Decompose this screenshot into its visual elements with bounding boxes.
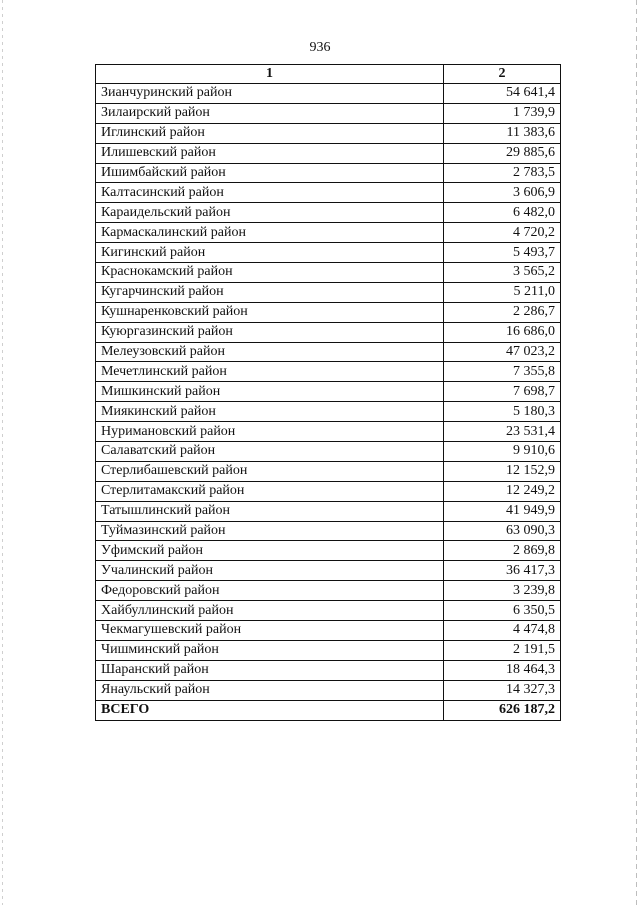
district-value: 29 885,6 [444, 143, 561, 163]
district-name: Кармаскалинский район [96, 223, 444, 243]
district-name: Чишминский район [96, 640, 444, 660]
total-row [96, 700, 561, 720]
total-value: 626 187,2 [444, 700, 561, 720]
district-name: Зилаирский район [96, 103, 444, 123]
table-row [96, 541, 561, 561]
table-row [96, 501, 561, 521]
district-value: 5 211,0 [444, 282, 561, 302]
district-name: Кугарчинский район [96, 282, 444, 302]
table-row [96, 243, 561, 263]
table-row [96, 442, 561, 462]
district-value: 1 739,9 [444, 103, 561, 123]
district-name: Мелеузовский район [96, 342, 444, 362]
page-number: 936 [309, 40, 331, 55]
district-name: Ишимбайский район [96, 163, 444, 183]
column-header-1: 1 [96, 65, 444, 84]
district-name: Краснокамский район [96, 263, 444, 283]
table-row [96, 601, 561, 621]
district-value: 16 686,0 [444, 322, 561, 342]
district-name: Хайбуллинский район [96, 601, 444, 621]
scan-edge-right [636, 0, 637, 905]
district-name: Калтасинский район [96, 183, 444, 203]
table-row [96, 481, 561, 501]
district-name: Иглинский район [96, 123, 444, 143]
table-body [96, 84, 561, 721]
table-row [96, 640, 561, 660]
district-value: 4 474,8 [444, 621, 561, 641]
district-name: Татышлинский район [96, 501, 444, 521]
district-value: 7 355,8 [444, 362, 561, 382]
district-name: Стерлибашевский район [96, 461, 444, 481]
district-name: Миякинский район [96, 402, 444, 422]
district-value: 54 641,4 [444, 84, 561, 104]
table-row [96, 163, 561, 183]
district-name: Шаранский район [96, 660, 444, 680]
district-value: 3 606,9 [444, 183, 561, 203]
district-value: 23 531,4 [444, 422, 561, 442]
district-value: 12 152,9 [444, 461, 561, 481]
district-value: 2 869,8 [444, 541, 561, 561]
district-value: 6 350,5 [444, 601, 561, 621]
district-name: Илишевский район [96, 143, 444, 163]
table-row [96, 263, 561, 283]
table-row [96, 123, 561, 143]
table-row [96, 402, 561, 422]
district-name: Мишкинский район [96, 382, 444, 402]
district-value: 5 493,7 [444, 243, 561, 263]
district-value: 47 023,2 [444, 342, 561, 362]
table-row [96, 581, 561, 601]
district-name: Янаульский район [96, 680, 444, 700]
district-name: Учалинский район [96, 561, 444, 581]
district-name: Мечетлинский район [96, 362, 444, 382]
scan-edge-left [2, 0, 3, 905]
district-table [95, 64, 561, 721]
district-value: 4 720,2 [444, 223, 561, 243]
district-value: 3 565,2 [444, 263, 561, 283]
district-name: Уфимский район [96, 541, 444, 561]
district-name: Чекмагушевский район [96, 621, 444, 641]
table-row [96, 143, 561, 163]
district-name: Кушнаренковский район [96, 302, 444, 322]
district-value: 63 090,3 [444, 521, 561, 541]
table-row [96, 322, 561, 342]
table-row [96, 302, 561, 322]
table-row [96, 84, 561, 104]
district-value: 5 180,3 [444, 402, 561, 422]
table-row [96, 680, 561, 700]
table-row [96, 461, 561, 481]
district-value: 2 191,5 [444, 640, 561, 660]
district-value: 9 910,6 [444, 442, 561, 462]
district-value: 2 783,5 [444, 163, 561, 183]
district-value: 7 698,7 [444, 382, 561, 402]
district-value: 18 464,3 [444, 660, 561, 680]
table-row [96, 362, 561, 382]
district-name: Федоровский район [96, 581, 444, 601]
district-name: Куюргазинский район [96, 322, 444, 342]
district-value: 3 239,8 [444, 581, 561, 601]
table-row [96, 382, 561, 402]
district-value: 36 417,3 [444, 561, 561, 581]
table-row [96, 342, 561, 362]
district-value: 41 949,9 [444, 501, 561, 521]
table-row [96, 660, 561, 680]
column-header-2: 2 [444, 65, 561, 84]
district-value: 6 482,0 [444, 203, 561, 223]
table-row [96, 203, 561, 223]
table-row [96, 183, 561, 203]
total-label: ВСЕГО [96, 700, 444, 720]
table-row [96, 223, 561, 243]
district-name: Зианчуринский район [96, 84, 444, 104]
table-row [96, 621, 561, 641]
table-row [96, 561, 561, 581]
district-value: 2 286,7 [444, 302, 561, 322]
district-name: Стерлитамакский район [96, 481, 444, 501]
district-name: Туймазинский район [96, 521, 444, 541]
table-row [96, 103, 561, 123]
district-name: Нуримановский район [96, 422, 444, 442]
district-value: 11 383,6 [444, 123, 561, 143]
district-name: Салаватский район [96, 442, 444, 462]
table-row [96, 422, 561, 442]
table-header-row [96, 65, 561, 84]
district-name: Караидельский район [96, 203, 444, 223]
district-name: Кигинский район [96, 243, 444, 263]
district-value: 14 327,3 [444, 680, 561, 700]
table-row [96, 282, 561, 302]
table-row [96, 521, 561, 541]
district-value: 12 249,2 [444, 481, 561, 501]
